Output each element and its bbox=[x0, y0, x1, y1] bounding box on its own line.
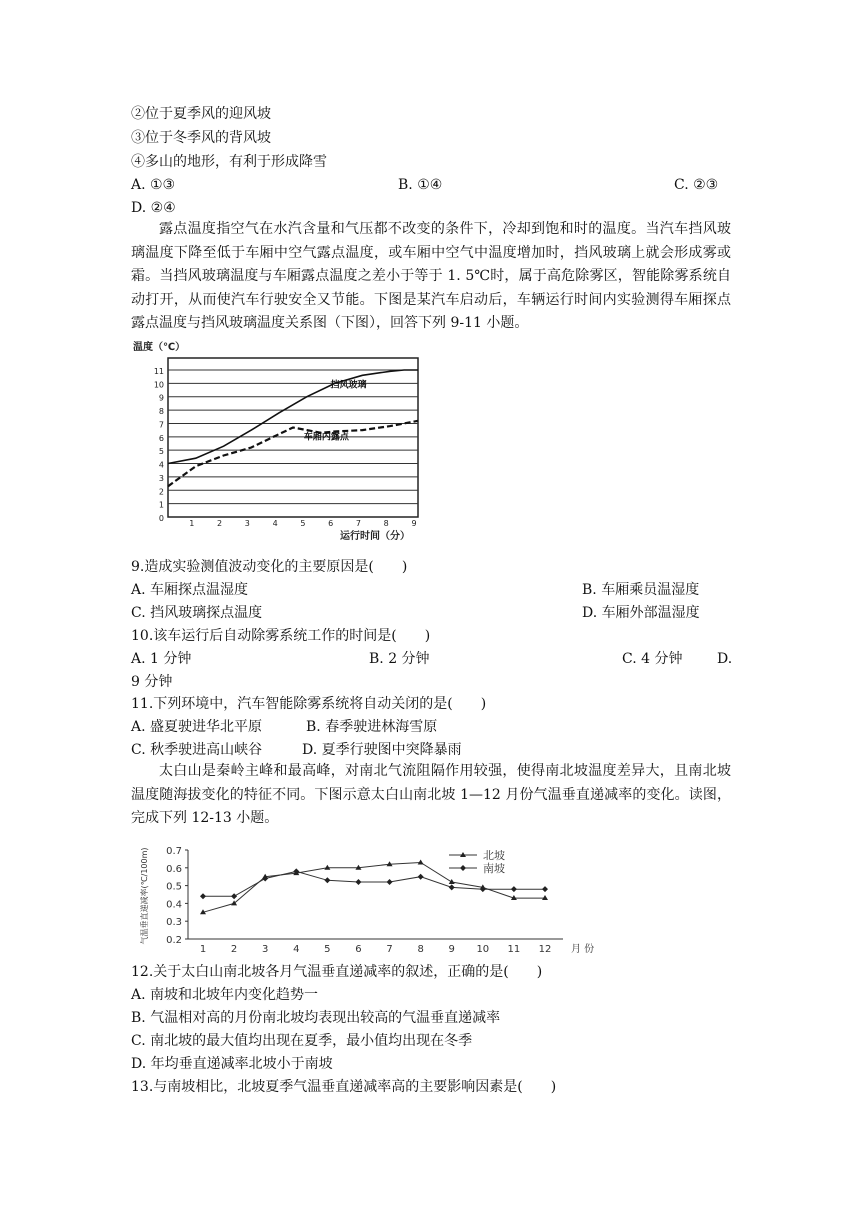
dew-point-chart bbox=[131, 340, 431, 550]
y-tick-label: 8 bbox=[158, 407, 164, 417]
y-tick-label: 4 bbox=[158, 460, 164, 470]
y-tick-label: 0 bbox=[158, 514, 164, 523]
y-tick-label: 6 bbox=[158, 433, 164, 443]
choice-a: A. ①③ bbox=[131, 177, 176, 193]
legend-label-north: 北坡 bbox=[483, 849, 505, 862]
q11-option-d: D. 夏季行驶图中突降暴雨 bbox=[302, 742, 462, 758]
plot-frame bbox=[168, 358, 418, 517]
y-tick-label: 9 bbox=[158, 393, 164, 403]
y-tick-label: 0.4 bbox=[166, 899, 182, 911]
option-line-2: ②位于夏季风的迎风坡 bbox=[131, 106, 271, 122]
q10-option-d-label: D. bbox=[717, 651, 733, 667]
x-tick-label: 2 bbox=[217, 519, 223, 528]
x-tick-label: 1 bbox=[199, 944, 207, 955]
passage-dew-point: 露点温度指空气在水汽含量和气压都不改变的条件下，冷却到饱和时的温度。当汽车挡风玻璃温度下降至低于车厢中空气露点温度，或车厢中空气中温度增加时，挡风玻璃上就会形成雾或霜。当挡风玻璃温度与车厢露点温度之差小于等于 1. 5℃时，属于高危除雾区，智能除雾系统自动打开，从而使汽车行驶安全又节能。下图是某汽车启动后，车辆运行时间内实验测得车厢探点露点温度与挡风玻璃温度关系图（下图），回答下列 9-11 小题。 bbox=[131, 221, 731, 331]
choice-b: B. ①④ bbox=[398, 177, 443, 193]
y-tick-label: 0.6 bbox=[166, 863, 182, 875]
x-tick-label: 3 bbox=[244, 519, 250, 528]
x-tick-label: 9 bbox=[448, 944, 455, 955]
passage-taibai: 太白山是秦岭主峰和最高峰，对南北气流阻隔作用较强，使得南北坡温度差异大，且南北坡温度随海拔变化的特征不同。下图示意太白山南北坡 1—12 月份气温垂直递减率的变化。读图，完成下列 12-13 小题。 bbox=[131, 763, 731, 826]
x-tick-label: 8 bbox=[417, 944, 424, 955]
south-slope-point bbox=[449, 884, 455, 890]
x-tick-label: 1 bbox=[189, 519, 195, 528]
y-tick-label: 3 bbox=[158, 473, 164, 483]
y-tick-label: 0.7 bbox=[166, 846, 182, 857]
x-tick-label: 3 bbox=[261, 944, 269, 955]
south-slope-line bbox=[203, 871, 545, 896]
north-slope-point bbox=[449, 879, 455, 884]
q12-option-a: A. 南坡和北坡年内变化趋势一 bbox=[131, 987, 319, 1003]
y-tick-label: 11 bbox=[153, 367, 164, 376]
north-slope-point bbox=[418, 859, 424, 864]
x-tick-label: 4 bbox=[293, 944, 300, 955]
y-tick-label: 0.3 bbox=[166, 917, 182, 929]
q9-stem: 9.造成实验测值波动变化的主要原因是( ) bbox=[131, 559, 408, 575]
windshield-line bbox=[168, 370, 418, 464]
q10-option-b: B. 2 分钟 bbox=[369, 651, 430, 667]
option-line-4: ④多山的地形，有利于形成降雪 bbox=[131, 154, 327, 170]
choice-d: D. ②④ bbox=[131, 200, 176, 216]
legend-marker-south bbox=[460, 865, 466, 871]
q9-option-d: D. 车厢外部温湿度 bbox=[582, 605, 700, 621]
south-slope-point bbox=[200, 893, 206, 899]
q10-option-d-text: 9 分钟 bbox=[131, 674, 173, 690]
q11-option-b: B. 春季驶进林海雪原 bbox=[306, 719, 438, 735]
north-slope-point bbox=[542, 895, 548, 900]
series-label-dew-point: 车厢内露点 bbox=[303, 432, 349, 443]
q10-option-a: A. 1 分钟 bbox=[131, 651, 192, 667]
south-slope-point bbox=[418, 874, 424, 880]
x-tick-label: 4 bbox=[272, 519, 278, 528]
y-tick-label: 7 bbox=[158, 420, 164, 430]
south-slope-point bbox=[542, 886, 548, 892]
y-tick-label: 0.5 bbox=[166, 881, 182, 893]
choice-c: C. ②③ bbox=[674, 177, 719, 193]
x-tick-label: 2 bbox=[230, 944, 238, 955]
q9-option-c: C. 挡风玻璃探点温度 bbox=[131, 605, 263, 621]
q13-stem: 13.与南坡相比，北坡夏季气温垂直递减率高的主要影响因素是( ) bbox=[131, 1079, 557, 1095]
x-tick-label: 7 bbox=[355, 519, 361, 528]
north-slope-point bbox=[324, 865, 330, 870]
x-tick-label: 6 bbox=[355, 944, 362, 955]
x-tick-label: 9 bbox=[411, 519, 417, 528]
y-tick-label: 5 bbox=[158, 447, 164, 457]
x-tick-label: 10 bbox=[476, 944, 490, 955]
y-axis-title: 气温垂直递减率(℃/100m) bbox=[140, 847, 149, 945]
x-axis-title: 运行时间（分） bbox=[340, 531, 410, 542]
south-slope-point bbox=[355, 879, 361, 885]
x-tick-label: 5 bbox=[300, 519, 306, 528]
q12-option-c: C. 南北坡的最大值均出现在夏季，最小值均出现在冬季 bbox=[131, 1033, 473, 1049]
x-axis-title: 月 份 bbox=[571, 944, 595, 955]
q12-stem: 12.关于太白山南北坡各月气温垂直递减率的叙述，正确的是( ) bbox=[131, 964, 543, 980]
south-slope-point bbox=[387, 879, 393, 885]
q11-stem: 11.下列环境中，汽车智能除雾系统将自动关闭的是( ) bbox=[131, 696, 487, 712]
x-tick-label: 5 bbox=[324, 944, 331, 955]
q9-option-b: B. 车厢乘员温湿度 bbox=[582, 582, 700, 598]
option-line-3: ③位于冬季风的背风坡 bbox=[131, 130, 271, 146]
q11-option-a: A. 盛夏驶进华北平原 bbox=[131, 719, 263, 735]
x-tick-label: 11 bbox=[507, 944, 521, 955]
y-tick-label: 10 bbox=[153, 380, 164, 390]
y-tick-label: 0.2 bbox=[166, 935, 182, 946]
q9-option-a: A. 车厢探点温湿度 bbox=[131, 582, 249, 598]
q12-option-d: D. 年均垂直递减率北坡小于南坡 bbox=[131, 1056, 333, 1072]
x-tick-label: 7 bbox=[386, 944, 393, 955]
south-slope-point bbox=[511, 886, 517, 892]
q12-option-b: B. 气温相对高的月份南北坡均表现出较高的气温垂直递减率 bbox=[131, 1010, 501, 1026]
x-tick-label: 6 bbox=[328, 519, 334, 528]
q10-option-c: C. 4 分钟 bbox=[622, 651, 683, 667]
q10-stem: 10.该车运行后自动除雾系统工作的时间是( ) bbox=[131, 628, 431, 644]
y-axis-title: 温度（℃） bbox=[133, 342, 186, 353]
y-tick-label: 1 bbox=[158, 500, 164, 510]
series-label-windshield: 挡风玻璃 bbox=[330, 380, 367, 391]
legend-label-south: 南坡 bbox=[483, 862, 505, 875]
q11-option-c: C. 秋季驶进高山峡谷 bbox=[131, 742, 263, 758]
lapse-rate-chart bbox=[131, 838, 611, 958]
x-tick-label: 8 bbox=[383, 519, 389, 528]
y-tick-label: 2 bbox=[158, 487, 164, 497]
south-slope-point bbox=[231, 893, 237, 899]
south-slope-point bbox=[324, 877, 330, 883]
x-tick-label: 12 bbox=[538, 944, 552, 955]
